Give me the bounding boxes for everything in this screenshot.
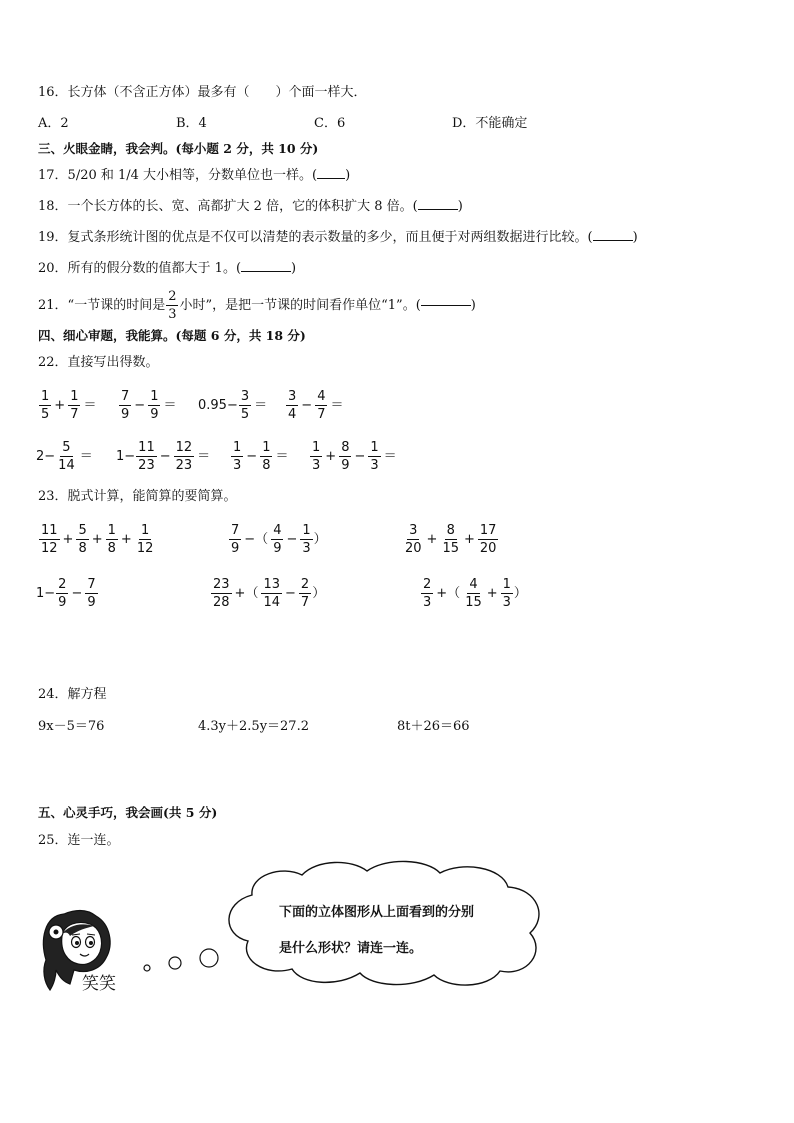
q25-title: 25．连一连。 [38, 833, 120, 848]
q24-equation-2: 4.3y＋2.5y＝27.2 [198, 719, 309, 734]
frac-den: 15 [442, 541, 459, 556]
thought-cloud [212, 855, 552, 990]
operand: 1− [116, 449, 136, 464]
frac-den: 3 [233, 458, 242, 473]
frac-den: 12 [136, 541, 154, 556]
frac-den: 12 [41, 541, 58, 556]
frac-den: 3 [312, 458, 321, 473]
q22-expr-6 [116, 441, 212, 472]
section5-title: 五、心灵手巧，我会画(共 5 分) [38, 805, 218, 820]
q23-expr-3 [402, 524, 499, 555]
frac-den: 15 [465, 595, 482, 610]
close-paren: ） [313, 532, 327, 547]
operator: + [91, 532, 103, 547]
q23-expr-5 [210, 578, 325, 609]
frac-num: 12 [175, 440, 193, 455]
q20 [38, 262, 296, 275]
operand: 0.95− [198, 398, 238, 413]
operator: + [325, 449, 337, 464]
frac-den: 28 [213, 595, 230, 610]
frac-num: 13 [263, 577, 280, 592]
frac-num: 7 [231, 523, 240, 538]
frac-den: 3 [423, 595, 432, 610]
frac-den: 14 [263, 595, 280, 610]
frac-den: 3 [302, 541, 311, 556]
q23-expr-1 [38, 524, 156, 555]
frac-den: 23 [138, 458, 155, 473]
frac-num: 1 [262, 440, 271, 455]
operator: −（ [244, 532, 269, 547]
equals-sign: ＝ [83, 398, 97, 413]
q21-fraction [166, 290, 178, 321]
q23-title: 23．脱式计算，能简算的要简算。 [38, 489, 237, 504]
frac-den: 23 [175, 458, 193, 473]
operator: − [286, 532, 298, 547]
equals-sign: ＝ [254, 398, 268, 413]
section3-title: 三、火眼金睛，我会判。(每小题 2 分，共 10 分) [38, 141, 319, 156]
q20-text: 20．所有的假分数的值都大于 1。( [38, 261, 242, 276]
operator: − [246, 449, 258, 464]
frac-num: 3 [288, 389, 297, 404]
operator: + [486, 586, 498, 601]
q21-end: ) [470, 298, 476, 313]
frac-den: 9 [231, 541, 240, 556]
cloud-text-line-1: 下面的立体图形从上面看到的分别 [279, 905, 475, 920]
q19-end: ) [632, 230, 638, 245]
q17-blank[interactable] [317, 178, 345, 179]
q22-expr-7 [230, 441, 290, 472]
q21 [38, 290, 476, 321]
frac-den: 9 [87, 595, 96, 610]
q20-end: ) [291, 261, 297, 276]
frac-den: 8 [107, 541, 116, 556]
q23-expr-4 [36, 578, 99, 609]
frac-num: 3 [409, 523, 418, 538]
operator: + [54, 398, 66, 413]
frac-den: 9 [121, 407, 130, 422]
equals-sign: ＝ [79, 449, 93, 464]
frac-den: 20 [405, 541, 422, 556]
frac-den: 8 [262, 458, 271, 473]
equals-sign: ＝ [163, 398, 177, 413]
operator: − [301, 398, 313, 413]
operator: + [120, 532, 132, 547]
equals-sign: ＝ [275, 449, 289, 464]
equals-sign: ＝ [330, 398, 344, 413]
frac-num: 3 [240, 389, 250, 404]
frac-num: 23 [213, 577, 230, 592]
operator: + [62, 532, 74, 547]
operand: 2− [36, 449, 56, 464]
operator: − [159, 449, 171, 464]
frac-den: 9 [58, 595, 67, 610]
q16-option-c: C．6 [314, 116, 346, 131]
frac-num: 5 [78, 523, 87, 538]
frac-den: 5 [240, 407, 250, 422]
q18-blank[interactable] [418, 209, 458, 210]
frac-den: 14 [58, 458, 75, 473]
section4-title: 四、细心审题，我能算。(每题 6 分，共 18 分) [38, 328, 306, 343]
frac-num: 1 [233, 440, 242, 455]
frac-num: 4 [273, 523, 282, 538]
frac-den: 7 [70, 407, 79, 422]
frac-den: 3 [370, 458, 379, 473]
frac-num: 1 [107, 523, 116, 538]
operand: 1− [36, 586, 56, 601]
frac-num: 5 [62, 440, 71, 455]
equals-sign: ＝ [383, 449, 397, 464]
q17 [38, 169, 350, 182]
q17-text: 17．5/20 和 1/4 大小相等，分数单位也一样。( [38, 168, 318, 183]
frac-num: 2 [58, 577, 67, 592]
frac-den: 3 [502, 595, 511, 610]
q22-expr-4 [285, 390, 345, 421]
frac-den: 9 [341, 458, 350, 473]
frac-den: 20 [479, 541, 497, 556]
q22-expr-3 [198, 390, 269, 421]
close-paren: ） [513, 586, 527, 601]
frac-num: 1 [370, 440, 379, 455]
operator: − [285, 586, 296, 601]
operator: + [464, 532, 475, 547]
frac-den: 3 [168, 307, 177, 322]
equals-sign: ＝ [197, 449, 211, 464]
q18 [38, 200, 463, 213]
frac-num: 11 [138, 440, 155, 455]
frac-num: 1 [70, 389, 79, 404]
q16-option-b: B．4 [176, 116, 207, 131]
q21-blank[interactable] [421, 305, 471, 306]
q16-stem: 16．长方体（不含正方体）最多有（ ）个面一样大． [38, 85, 367, 100]
q17-end: ) [345, 168, 351, 183]
frac-num: 2 [300, 577, 310, 592]
frac-den: 9 [273, 541, 282, 556]
frac-num: 1 [312, 440, 321, 455]
q24-equation-1: 9x－5＝76 [38, 719, 105, 734]
frac-num: 8 [446, 523, 455, 538]
operator: − [71, 586, 83, 601]
operator: − [134, 398, 146, 413]
q23-expr-2 [228, 524, 327, 555]
q22-expr-5 [36, 441, 95, 472]
frac-num: 1 [502, 577, 511, 592]
thought-dot-medium [169, 957, 181, 969]
operator: − [354, 449, 366, 464]
thought-dot-small [144, 965, 150, 971]
frac-num: 1 [140, 523, 150, 538]
q21-post: 小时”，是把一节课的时间看作单位“1”。( [179, 298, 421, 313]
operator: + [426, 532, 438, 547]
q22-expr-2 [118, 390, 178, 421]
frac-num: 7 [87, 577, 96, 592]
q21-pre: 21．“一节课的时间是 [38, 298, 166, 313]
q19 [38, 231, 638, 244]
q18-text: 18．一个长方体的长、宽、高都扩大 2 倍，它的体积扩大 8 倍。( [38, 199, 418, 214]
q16-option-a: A．2 [38, 116, 69, 131]
q18-end: ) [457, 199, 463, 214]
q22-expr-8 [309, 441, 399, 472]
frac-num: 17 [479, 523, 497, 538]
operator: +（ [436, 586, 461, 601]
frac-den: 5 [41, 407, 50, 422]
q20-blank[interactable] [241, 271, 291, 272]
frac-den: 9 [150, 407, 159, 422]
operator: +（ [234, 586, 259, 601]
frac-num: 11 [41, 523, 58, 538]
frac-num: 8 [341, 440, 350, 455]
frac-den: 4 [288, 407, 297, 422]
q19-text: 19．复式条形统计图的优点是不仅可以清楚的表示数量的多少，而且便于对两组数据进行比较。( [38, 230, 593, 245]
frac-num: 1 [150, 389, 159, 404]
frac-num: 4 [317, 389, 326, 404]
frac-den: 7 [300, 595, 310, 610]
frac-num: 1 [302, 523, 311, 538]
frac-num: 4 [469, 577, 478, 592]
frac-num: 7 [121, 389, 130, 404]
q23-expr-6 [420, 578, 527, 609]
frac-den: 7 [317, 407, 326, 422]
q24-title: 24．解方程 [38, 687, 107, 702]
frac-den: 8 [78, 541, 87, 556]
q24-equation-3: 8t＋26＝66 [397, 719, 470, 734]
character-name-label: 笑笑 [82, 974, 116, 994]
q19-blank[interactable] [593, 240, 633, 241]
cloud-text-line-2: 是什么形状？请连一连。 [279, 941, 423, 956]
frac-num: 2 [168, 289, 177, 304]
q22-title: 22．直接写出得数。 [38, 355, 159, 370]
q16-option-d: D．不能确定 [452, 116, 528, 131]
frac-num: 1 [41, 389, 50, 404]
frac-num: 2 [423, 577, 432, 592]
q22-expr-1 [38, 390, 98, 421]
close-paren: ） [312, 586, 326, 601]
